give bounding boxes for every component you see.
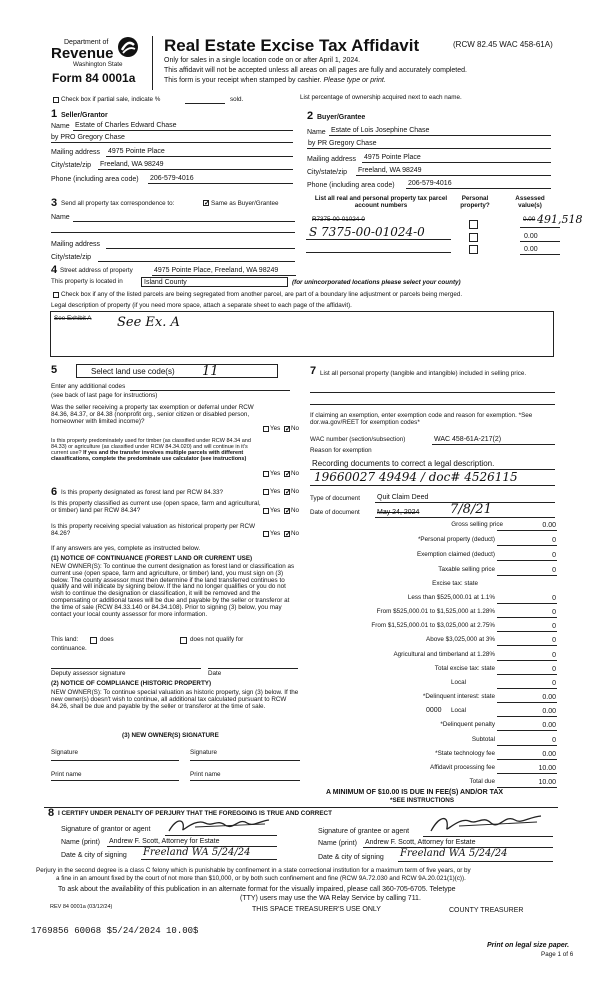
corr-city-label: City/state/zip (51, 254, 92, 261)
buyer-name2[interactable]: by PR Gregory Chase (308, 140, 377, 147)
grantee-name-label: Name (print) (318, 840, 357, 847)
f1-yes: Yes (270, 488, 281, 495)
exemption-no-checkbox[interactable]: ✓ (285, 426, 291, 433)
tax-row-value[interactable]: 0 (552, 552, 556, 559)
tax-row-line (497, 674, 557, 675)
value1-struck: 0.00 (523, 216, 536, 223)
personal-col-header: Personal property? (460, 195, 490, 210)
segregated-checkbox[interactable] (53, 292, 59, 298)
tax-row-label: *Delinquent penalty (440, 721, 495, 728)
same-as-buyer-label: Same as Buyer/Grantee (211, 200, 279, 207)
value1-line (520, 227, 560, 228)
exemption-code-label: If claiming an exemption, enter exemption code and reason for exemption. *See dor.wa.gov/REET for exemption codes* (310, 412, 533, 427)
tax-row-line (497, 730, 557, 731)
additional-codes-label: Enter any additional codes (51, 383, 126, 390)
property-num: 4 (51, 264, 58, 276)
header-divider (152, 36, 153, 90)
q1-no: No (291, 425, 300, 432)
buyer-phone-label: Phone (including area code) (307, 182, 395, 189)
dept-line1: Department of (64, 39, 109, 46)
tax-row-label: *State technology fee (435, 750, 495, 757)
form-number: Form 84 0001a (52, 71, 136, 85)
street-label: Street address of property (60, 267, 133, 274)
tax-row-label: From $525,000.01 to $1,525,000 at 1.28% (376, 608, 495, 615)
doc-date-struck: May 24, 2024 (377, 509, 420, 516)
historic-yes-checkbox[interactable] (263, 531, 269, 537)
tax-row-label: Gross selling price (451, 521, 503, 528)
buyer-num: 2 (307, 110, 314, 122)
print1-label: Print name (51, 771, 82, 778)
partial-sale-checkbox[interactable] (53, 97, 59, 103)
street-line (152, 275, 296, 276)
tax-row-value[interactable]: 0.00 (542, 722, 556, 729)
deputy-date-field[interactable] (208, 668, 298, 669)
print2-label: Print name (190, 771, 221, 778)
parcel1-handwritten[interactable]: S 7375-00-01024-0 (309, 225, 425, 239)
tax-row-line (497, 530, 557, 531)
continuance-label: continuance. (51, 645, 87, 652)
pp-field-2[interactable] (310, 404, 555, 405)
historic-no-checkbox[interactable]: ✓ (285, 531, 291, 538)
reason-line-2 (310, 485, 555, 486)
tax-row-value[interactable]: 0.00 (542, 694, 556, 701)
does-label: does (100, 636, 114, 643)
doc-date-line (375, 517, 555, 518)
legal-handwritten: See Ex. A (117, 315, 180, 330)
tax-row-value[interactable]: 0 (552, 609, 556, 616)
f2-no: No (291, 507, 300, 514)
grantee-sig-line (423, 836, 553, 837)
value2[interactable]: 0.00 (524, 233, 538, 240)
f3-yes: Yes (270, 530, 281, 537)
land-use-num: 5 (51, 364, 58, 376)
page-number: Page 1 of 6 (541, 951, 574, 958)
deputy-signature-field[interactable] (51, 668, 201, 669)
sig1-label: Signature (51, 749, 78, 756)
tax-row-label: From $1,525,000.01 to $3,025,000 at 2.75% (371, 622, 495, 629)
deputy-date-label: Date (208, 670, 222, 677)
grantor-date-handwritten[interactable]: Freeland WA 5/24/24 (143, 847, 251, 858)
forest-yes-checkbox[interactable] (263, 489, 269, 495)
header-note3: This form is your receipt when stamped by cashier. Please type or print. (164, 77, 386, 84)
buyer-phone[interactable]: 206-579-4016 (408, 180, 452, 187)
corr-mailing-field[interactable] (106, 248, 295, 249)
grantee-sig-label: Signature of grantee or agent (318, 828, 410, 835)
page-title: Real Estate Excise Tax Affidavit (164, 36, 420, 55)
tax-row-line (497, 702, 557, 703)
seller-name[interactable]: Estate of Charles Edward Chase (75, 122, 177, 129)
seller-phone[interactable]: 206-579-4016 (150, 175, 194, 182)
tax-row-value[interactable]: 10.00 (538, 765, 556, 772)
dept-revenue: Revenue (51, 45, 114, 62)
deputy-label: Deputy assessor signature (51, 670, 126, 677)
tax-row-label: Total due (469, 778, 495, 785)
tax-row-line (497, 631, 557, 632)
f3-no: No (291, 530, 300, 537)
tax-row-label: Agricultural and timberland at 1.28% (393, 651, 495, 658)
tax-row-line (497, 603, 557, 604)
tax-row-line (497, 716, 557, 717)
tax-row-line (497, 617, 557, 618)
partial-sale-sold: sold. (230, 96, 244, 103)
tax-row-label: *Delinquent interest: state (422, 693, 495, 700)
parcel2-line (306, 252, 451, 253)
tax-row-line (497, 787, 557, 788)
tax-row-line (497, 645, 557, 646)
tax-row-label: Local (450, 707, 466, 714)
f2-yes: Yes (270, 507, 281, 514)
does-not-label: does not qualify for (190, 636, 244, 643)
seller-phone-label: Phone (including area code) (51, 176, 139, 183)
grantor-sig-line (165, 835, 277, 836)
value2-line (520, 241, 560, 242)
tax-row-label: Local (450, 679, 466, 686)
notice2-title: (2) NOTICE OF COMPLIANCE (HISTORIC PROPERTY) (51, 680, 212, 687)
grantor-sig-label: Signature of grantor or agent (61, 826, 151, 833)
partial-sale-percent-field[interactable] (185, 103, 225, 104)
alt-format-line1: To ask about the availability of this publication in an alternate format for the visually impaired, please call 360-705-6705. Teletype (58, 886, 456, 893)
grantee-name[interactable]: Andrew F. Scott, Attorney for Estate (365, 839, 476, 846)
timber-question: Is this property predominately used for timber (as classified under RCW 84.34 and 84.33) or agriculture (as classified under RCW 84.34.020) and will continue in it's current use? If yes and the transfer involves multiple parcels with different classifications, complete the predominate use calculator (see instructions) (51, 438, 251, 463)
corr-name2-field[interactable] (51, 232, 295, 233)
buyer-city[interactable]: Freeland, WA 98249 (358, 167, 422, 174)
certify-divider (44, 807, 558, 808)
county-treasurer: COUNTY TREASURER (449, 907, 524, 914)
tax-row-label: Above $3,025,000 at 3% (426, 636, 495, 643)
buyer-city-line (356, 175, 551, 176)
certify-title: I CERTIFY UNDER PENALTY OF PERJURY THAT THE FOREGOING IS TRUE AND CORRECT (58, 810, 332, 817)
seller-phone-line (148, 183, 293, 184)
buyer-name-line (329, 135, 551, 136)
corr-num: 3 (51, 197, 58, 209)
reason-handwritten: 19660027 49494 / doc# 4526115 (314, 470, 518, 484)
tax-row-value[interactable]: 0 (552, 680, 556, 687)
legal-struck: See Exhibit A (54, 315, 92, 322)
notice2-body: NEW OWNER(S): To continue special valuation as historic property, sign (3) below. If the new owner(s) doesn't wish to continue, all additional tax calculated pursuant to RCW 84.26, shall be due and payable by the seller or transferor at the time of sale. (51, 689, 299, 710)
personal-property-checkbox-2[interactable] (469, 233, 478, 242)
seller-mailing[interactable]: 4975 Pointe Place (108, 148, 165, 155)
exemption-question: Was the seller receiving a property tax exemption or deferral under RCW 84.36, 84.37, or 84.38 (nonprofit org., senior citizen or disabled person, homeowner with limited income)? (51, 404, 254, 426)
wac-value[interactable]: WAC 458-61A-217(2) (434, 436, 502, 443)
q2-no: No (291, 470, 300, 477)
county-value: Island County (144, 279, 187, 286)
value1-handwritten[interactable]: 491,518 (537, 213, 583, 226)
tax-row-value[interactable]: 0 (552, 652, 556, 659)
tax-row-line (497, 560, 557, 561)
pp-label: List all personal property (tangible and intangible) included in selling price. (320, 370, 527, 377)
tax-row-label: Affidavit processing fee (430, 764, 495, 771)
tax-row-value[interactable]: 0.00 (542, 708, 556, 715)
if-yes-note: If any answers are yes, complete as instructed below. (51, 545, 201, 552)
corr-name-label: Name (51, 214, 70, 221)
buyer-heading: Buyer/Grantee (317, 114, 366, 121)
additional-codes-note: (see back of last page for instructions) (51, 392, 158, 399)
doc-type-value[interactable]: Quit Claim Deed (377, 494, 429, 501)
seller-heading: Seller/Grantor (61, 112, 108, 119)
assessed-col-header: Assessed value(s) (515, 195, 545, 210)
seller-mailing-line (106, 156, 293, 157)
current-use-yes-checkbox[interactable] (263, 508, 269, 514)
forest-q1: Is this property designated as forest land per RCW 84.33? (61, 489, 224, 496)
seller-name-line (73, 130, 293, 131)
segregated-label: Check box if any of the listed parcels are being segregated from another parcel, are part of a boundary line adjustment or parcels being merged. (61, 291, 463, 298)
corr-name-field[interactable] (73, 221, 295, 222)
grantor-signature[interactable] (165, 815, 275, 835)
grantor-date-line (141, 859, 277, 860)
grantor-name-label: Name (print) (61, 839, 100, 846)
forest-q2: Is this property classified as current use (open space, farm and agricultural, or timber) land per RCW 84.34? (51, 500, 261, 515)
parcel1-line (306, 239, 451, 240)
see-instructions: *SEE INSTRUCTIONS (390, 797, 455, 804)
new-owner-signature-2[interactable] (190, 760, 300, 761)
buyer-name[interactable]: Estate of Lois Josephine Chase (331, 127, 430, 134)
tax-row-line (497, 745, 557, 746)
notice1-title: (1) NOTICE OF CONTINUANCE (FOREST LAND OR CURRENT USE) (51, 555, 253, 562)
tax-row-label: Subtotal (471, 736, 495, 743)
seller-name-label: Name (51, 123, 70, 130)
doc-type-label: Type of document (310, 495, 361, 502)
legal-description-field[interactable] (50, 311, 554, 357)
q1-yes: Yes (270, 425, 281, 432)
tax-row-value[interactable]: 0 (552, 666, 556, 673)
alt-format-line2: (TTY) users may use the WA Relay Service by calling 711. (240, 895, 421, 902)
tax-row-line (497, 660, 557, 661)
land-use-select[interactable] (76, 364, 278, 378)
timber-yes-checkbox[interactable] (263, 471, 269, 477)
value3-line (520, 254, 560, 255)
ownership-note: List percentage of ownership acquired next to each name. (300, 94, 462, 101)
reason-label: Reason for exemption (310, 447, 372, 454)
tax-row-line (497, 773, 557, 774)
tax-row-line (497, 575, 557, 576)
sig2-label: Signature (190, 749, 217, 756)
tax-row-label: *Personal property (deduct) (417, 536, 495, 543)
forest-no-checkbox[interactable]: ✓ (285, 489, 291, 496)
wac-label: WAC number (section/subsection) (310, 436, 406, 443)
tax-row-label: Total excise tax: state (434, 665, 495, 672)
grantee-date-label: Date & city of signing (318, 854, 384, 861)
legal-paper-note: Print on legal size paper. (487, 942, 570, 949)
pp-num: 7 (310, 365, 317, 377)
timber-no-checkbox[interactable]: ✓ (285, 471, 291, 478)
seller-name2-line (51, 142, 293, 143)
tax-row-label: Exemption claimed (deduct) (416, 551, 495, 558)
county-note: (for unincorporated locations please select your county) (292, 279, 461, 286)
wac-line (432, 444, 555, 445)
tax-row-value[interactable]: 0 (552, 595, 556, 602)
seller-name2[interactable]: by PRO Gregory Chase (51, 134, 125, 141)
tax-row-value[interactable]: 0 (552, 637, 556, 644)
corr-city-field[interactable] (98, 261, 295, 262)
doc-date-handwritten[interactable]: 7/8/21 (450, 502, 492, 517)
doc-date-label: Date of document (310, 509, 360, 516)
personal-property-checkbox-1[interactable] (469, 220, 478, 229)
tax-row-value[interactable]: 0.00 (542, 522, 556, 529)
dept-washington: Washington State (73, 61, 123, 68)
perjury-line2: a fine in an amount fixed by the court of not more than $10,000, or by both such confinement and fine (RCW 9A.72.030 and RCW 9A.20.021(1)(c)). (56, 875, 466, 882)
grantee-date-line (398, 861, 553, 862)
tax-row-value[interactable]: 0 (552, 737, 556, 744)
partial-sale-label: Check box if partial sale, indicate % (61, 96, 161, 103)
f1-no: No (291, 488, 300, 495)
pp-field-1[interactable] (310, 392, 555, 393)
tax-row-line (497, 545, 557, 546)
value3[interactable]: 0.00 (524, 246, 538, 253)
tax-row-value[interactable]: 0 (552, 537, 556, 544)
new-owner-print-2[interactable] (190, 780, 300, 781)
rcw-ref: (RCW 82.45 WAC 458-61A) (453, 40, 553, 49)
parcel1-struck: R7375-00-01024-0 (312, 216, 365, 223)
seller-city-label: City/state/zip (51, 162, 92, 169)
current-use-no-checkbox[interactable]: ✓ (285, 508, 291, 515)
this-land-label: This land: (51, 636, 79, 643)
county-select[interactable] (141, 277, 288, 287)
buyer-mailing-label: Mailing address (307, 156, 357, 163)
forest-q3: Is this property receiving special valuation as historical property per RCW 84.26? (51, 523, 256, 538)
reason-value[interactable]: Recording documents to correct a legal description. (312, 459, 495, 468)
tax-row-label: Less than $525,000.01 at 1.1% (407, 594, 495, 601)
q2-yes: Yes (270, 470, 281, 477)
seller-city-line (98, 169, 293, 170)
tax-row-value[interactable]: 0 (552, 623, 556, 630)
certify-num: 8 (48, 807, 55, 819)
same-as-buyer-checkbox[interactable]: ✓ (204, 200, 210, 207)
tax-row-value[interactable]: 10.00 (538, 779, 556, 786)
seller-city[interactable]: Freeland, WA 98249 (100, 161, 164, 168)
buyer-mailing[interactable]: 4975 Pointe Place (364, 154, 421, 161)
buyer-city-label: City/state/zip (307, 169, 348, 176)
personal-property-checkbox-3[interactable] (469, 245, 478, 254)
exemption-yes-checkbox[interactable] (263, 426, 269, 432)
seller-mailing-label: Mailing address (51, 149, 101, 156)
header-note1: Only for sales in a single location code on or after April 1, 2024. (164, 57, 361, 64)
grantor-date-label: Date & city of signing (61, 852, 127, 859)
tax-row-label: Excise tax: state (432, 580, 478, 587)
tax-row-label: Taxable selling price (438, 566, 495, 573)
minimum-note: A MINIMUM OF $10.00 IS DUE IN FEE(S) AND/OR TAX (326, 789, 504, 796)
local-code: 0000 (426, 707, 442, 714)
legal-label: Legal description of property (if you need more space, attach a separate sheet to each page of the affidavit). (51, 302, 352, 309)
land-use-select-label: Select land use code(s) (91, 367, 175, 376)
does-not-qualify-checkbox[interactable] (180, 637, 187, 644)
tax-row-line (497, 688, 557, 689)
land-use-value: 11 (202, 364, 219, 379)
new-owner-signature-1[interactable] (51, 760, 179, 761)
perjury-line1: Perjury in the second degree is a class C felony which is punishable by confinement in a state correctional institution for a maximum term of five years, or by (36, 867, 471, 874)
county-label: This property is located in (51, 278, 123, 285)
buyer-name2-line (307, 148, 551, 149)
buyer-phone-line (406, 188, 551, 189)
treasurer-space: THIS SPACE TREASURER'S USE ONLY (252, 906, 381, 913)
additional-codes-field[interactable] (130, 390, 290, 391)
seller-num: 1 (51, 108, 58, 120)
does-qualify-checkbox[interactable] (90, 637, 97, 644)
tax-row-value[interactable]: 0.00 (542, 751, 556, 758)
grantee-date-handwritten[interactable]: Freeland WA 5/24/24 (400, 848, 508, 859)
forest-num: 6 (51, 486, 58, 498)
rev-number: REV 84 0001a (03/12/24) (50, 904, 113, 910)
grantor-name[interactable]: Andrew F. Scott, Attorney for Estate (109, 838, 220, 845)
new-owner-print-1[interactable] (51, 780, 179, 781)
notice3-title: (3) NEW OWNER(S) SIGNATURE (122, 732, 219, 739)
notice1-body: NEW OWNER(S): To continue the current designation as forest land or classification as current use (open space, farm and agriculture, or timber) land, you must sign on (3) below. The county assessor must then determine if the land transferred continues to qualify and will indicate by signing below. If the land no longer qualifies or you do not wish to continue the designation or classification, it will be removed and the compensating or additional taxes will be due and payable by the seller or transferor at the time of sale (RCW 84.33.140 or 84.34.108). Prior to signing (3) below, you may contact your local county assessor for more information. (51, 563, 295, 618)
tax-row-value[interactable]: 0 (552, 567, 556, 574)
tax-row-line (497, 759, 557, 760)
header-note2: This affidavit will not be accepted unless all areas on all pages are fully and accurately completed. (164, 67, 467, 74)
street-value[interactable]: 4975 Pointe Place, Freeland, WA 98249 (154, 267, 279, 274)
corr-label: Send all property tax correspondence to: (61, 200, 175, 207)
dor-logo-icon (117, 36, 139, 58)
parcel-col-header: List all real and personal property tax parcel account numbers (314, 195, 448, 210)
buyer-mailing-line (362, 162, 551, 163)
buyer-name-label: Name (307, 129, 326, 136)
cashier-stamp: 1769856 60068 $5/24/2024 10.00$ (31, 926, 199, 936)
corr-mailing-label: Mailing address (51, 241, 101, 248)
grantee-signature[interactable] (425, 812, 545, 835)
